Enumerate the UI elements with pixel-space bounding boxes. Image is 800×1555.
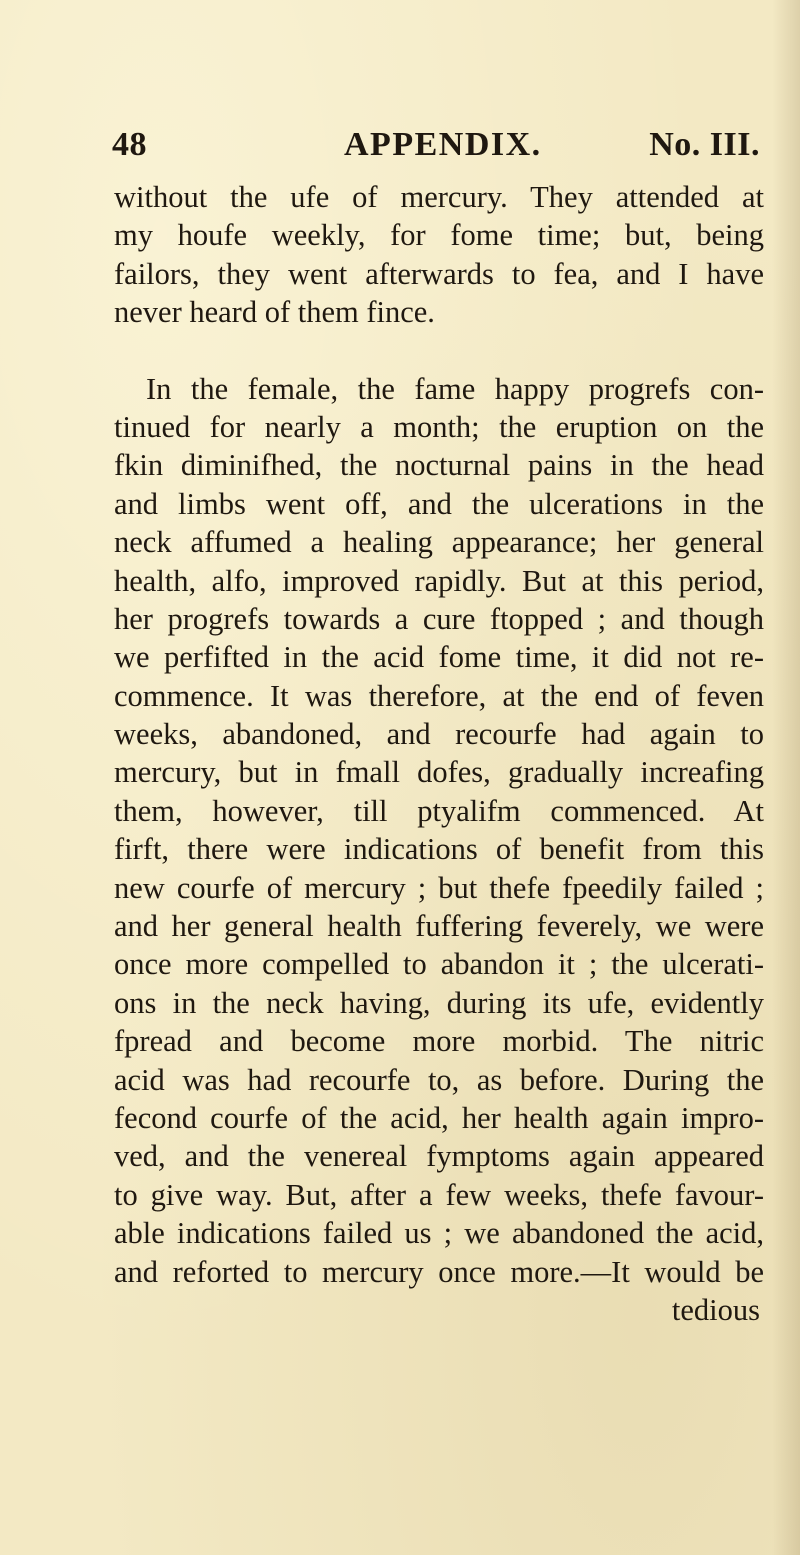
text-line: we perfifted in the acid fome time, it did not re-: [114, 640, 764, 675]
text-line: health, alfo, improved rapidly. But at this period,: [114, 563, 764, 598]
text-line: able indications failed us ; we abandoned the acid,: [114, 1216, 764, 1251]
text-line: acid was had recourfe to, as before. During the: [114, 1062, 764, 1097]
text-line: and her general health fuffering feverely, we were: [114, 909, 764, 944]
paragraph-gap: [114, 332, 764, 370]
text-line: new courfe of mercury ; but thefe fpeedily failed ;: [114, 870, 764, 905]
text-line: and limbs went off, and the ulcerations in the: [114, 486, 764, 521]
text-line: and reforted to mercury once more.—It would be: [114, 1254, 764, 1289]
text-line: fpread and become more morbid. The nitric: [114, 1024, 764, 1059]
text-line: fecond courfe of the acid, her health again impro-: [114, 1100, 764, 1135]
text-line: her progrefs towards a cure ftopped ; and though: [114, 601, 764, 636]
text-line: ons in the neck having, during its ufe, evidently: [114, 985, 764, 1020]
text-line: commence. It was therefore, at the end of feven: [114, 678, 764, 713]
text-line: failors, they went afterwards to fea, and I have: [114, 256, 764, 291]
text-line: In the female, the fame happy progrefs con-: [146, 371, 764, 406]
text-line: once more compelled to abandon it ; the ulcerati-: [114, 947, 764, 982]
text-line: weeks, abandoned, and recourfe had again to: [114, 717, 764, 752]
text-line: firft, there were indications of benefit from this: [114, 832, 764, 867]
text-line: them, however, till ptyalifm commenced. At: [114, 793, 764, 828]
text-line: tinued for nearly a month; the eruption on the: [114, 409, 764, 444]
text-line: without the ufe of mercury. They attended at: [114, 180, 764, 214]
section-number: No. III.: [649, 126, 760, 163]
page-number: 48: [112, 126, 147, 163]
text-line: neck affumed a healing appearance; her general: [114, 525, 764, 560]
running-head: [112, 126, 760, 172]
text-line: ved, and the venereal fymptoms again appeared: [114, 1139, 764, 1174]
text-line: fkin diminifhed, the nocturnal pains in the head: [114, 448, 764, 483]
text-line: never heard of them fince.: [114, 295, 435, 330]
section-title: APPENDIX.: [344, 126, 542, 163]
text-line: to give way. But, after a few weeks, thefe favour-: [114, 1177, 764, 1212]
page-edge-shadow: [772, 0, 800, 1555]
catchword: tedious: [671, 1292, 760, 1327]
body-text: [114, 178, 764, 1329]
text-line: mercury, but in fmall dofes, gradually increafing: [114, 755, 764, 790]
text-line: my houfe weekly, for fome time; but, being: [114, 218, 764, 253]
